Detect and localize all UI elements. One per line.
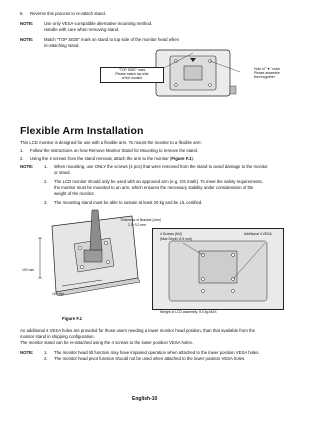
figure-caption: Figure F.1 xyxy=(62,316,83,321)
note-line: The LCD monitor should only be used with an approved arm (e.g. GS mark). To meet the safety requirements, xyxy=(54,179,263,184)
step-6-text: Reverse this process to re-attach stand. xyxy=(30,11,106,16)
step-number: 2. xyxy=(20,156,24,161)
step-6-number: 6. xyxy=(20,11,24,16)
callout-line: Hole of "▼" mark xyxy=(254,67,280,71)
note-line: or stand. xyxy=(54,170,71,175)
step-text xyxy=(30,156,194,161)
figure-reference: Figure F.1 xyxy=(171,156,192,161)
closing-line: monitor stand in shipping configuration. xyxy=(20,334,95,339)
page-number: English-10 xyxy=(132,396,158,402)
note-line: Match "TOP SIDE" mark on stand to top side of the monitor head when xyxy=(44,37,179,42)
screws-depth-label: (Max Depth: 8.5 mm) xyxy=(160,237,192,241)
section-title: Flexible Arm Installation xyxy=(20,125,144,137)
callout-line: "TOP SIDE" mark xyxy=(118,68,146,72)
note-number: 1. xyxy=(44,350,48,355)
bracket-thickness-label: Thickness of Bracket (Arm) xyxy=(120,218,161,222)
note-number: 2. xyxy=(44,356,48,361)
callout-hole-mark xyxy=(254,67,294,81)
note-line: The monitor head pivot function should not be used when attached to the lower position VESA holes. xyxy=(54,356,246,361)
step-text-tail: ). xyxy=(191,156,195,161)
closing-line: The monitor stand can be re-attached using the 4 screws to the lower position VESA holes. xyxy=(20,340,193,345)
note-line: When mounting, use ONLY the screws (4 pcs) that were removed from the stand to avoid damage to the monitor xyxy=(54,164,268,169)
note-number: 2. xyxy=(44,179,48,184)
step-text-main: Using the 4 screws from the stand removal, attach the arm to the monitor ( xyxy=(30,156,172,161)
callout-line: of the monitor xyxy=(121,76,143,81)
callout-line: them together xyxy=(254,75,275,80)
note-line: weight of the monitor. xyxy=(54,191,95,196)
note-line: Handle with care when removing stand. xyxy=(44,27,120,32)
step-number: 1. xyxy=(20,148,24,153)
note-line: The mounting stand must be able to sustain at least 20 kg and be UL certified. xyxy=(54,200,203,205)
closing-line: An additional 4 VESA holes are provided for those users needing a lower monitor head position, than that available from the xyxy=(20,328,256,333)
callout-line: Please assemble xyxy=(254,71,280,76)
note-line: Use only VESA-compatible alternative mounting method. xyxy=(44,21,153,26)
note-label: NOTE: xyxy=(20,350,34,355)
bracket-thickness-value: 2.0~3.2 mm xyxy=(128,223,146,227)
vesa-label: Additional 4 VESA xyxy=(244,232,272,236)
weight-label: Weight of LCD assembly: 5.4 kg MAX xyxy=(160,310,217,314)
note-label: NOTE: xyxy=(20,164,34,169)
note-line: the monitor must be mounted to an arm, which ensures the necessary stability under consideration of the xyxy=(54,185,254,190)
note-number: 3. xyxy=(44,200,48,205)
callout-top-side xyxy=(100,67,164,83)
step-text: Follow the instructions on how Remove Monitor Stand for Mounting to remove the stand. xyxy=(30,148,199,153)
screws-label: 4 Screws (M4) xyxy=(160,232,182,236)
note-label: NOTE: xyxy=(20,21,34,26)
dimension-vertical: 100 mm xyxy=(22,268,35,272)
section-intro: This LCD monitor is designed for use with a flexible arm. To mount the monitor to a flexible arm: xyxy=(20,140,202,145)
note-line: re-attaching stand. xyxy=(44,43,80,48)
note-number: 1. xyxy=(44,164,48,169)
note-line: The monitor head tilt function may have impaired operation when attached to the lower position VESA holes. xyxy=(54,350,260,355)
callout-line: Please match top side xyxy=(115,72,149,77)
dimension-horizontal: 100 mm xyxy=(52,292,65,296)
note-label: NOTE: xyxy=(20,37,34,42)
